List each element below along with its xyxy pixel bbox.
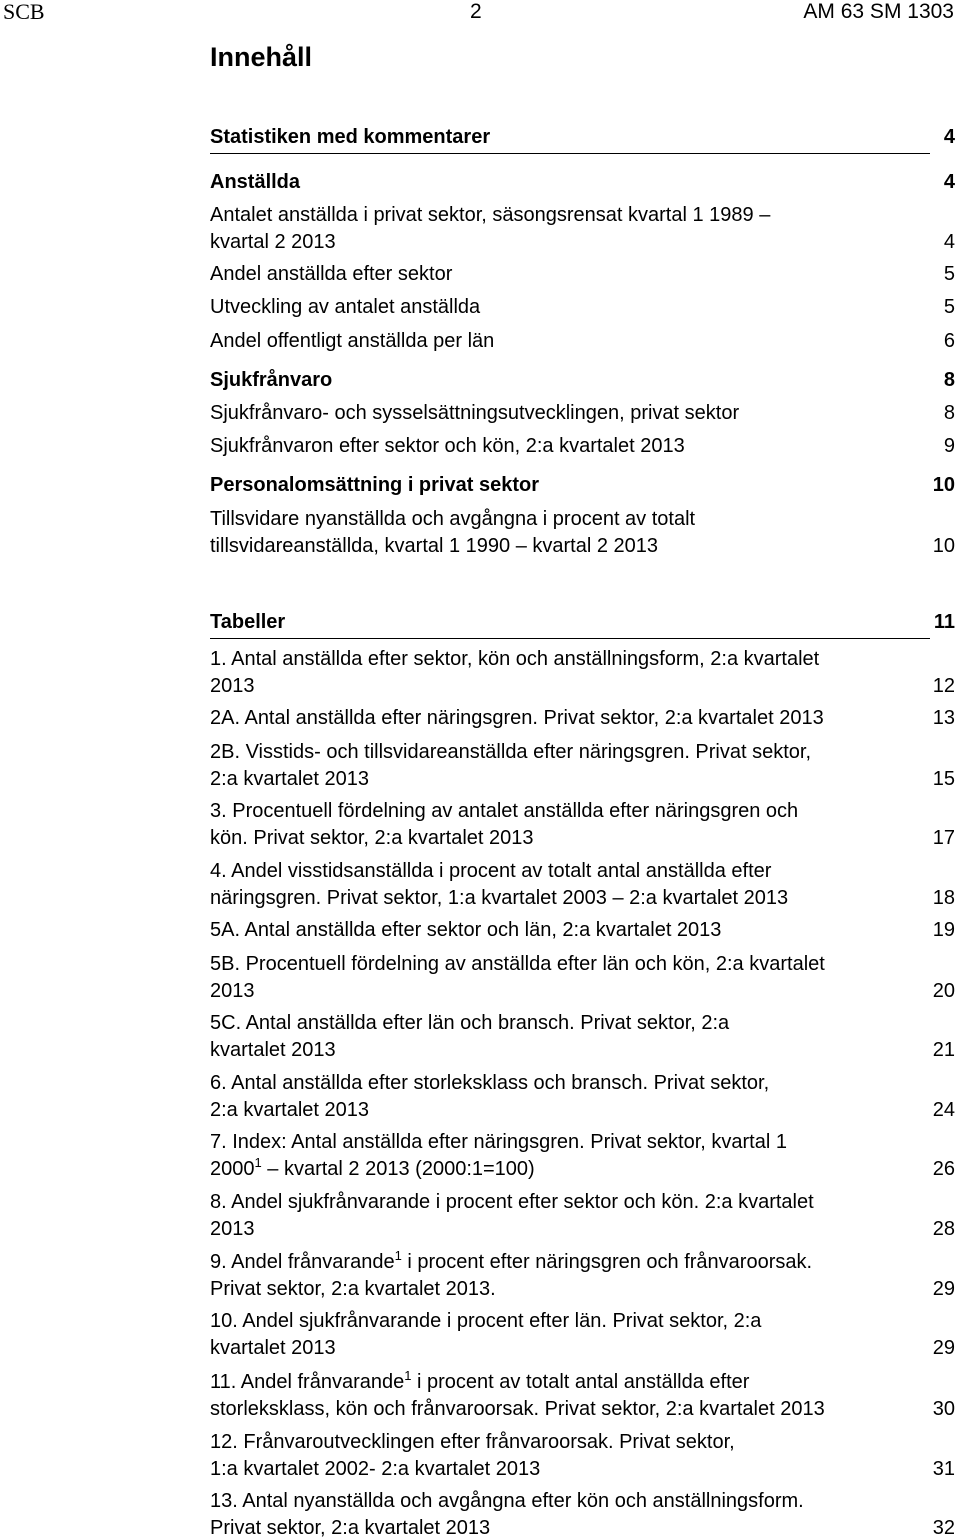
toc-entry-text: kvartalet 2013 (210, 1039, 336, 1061)
toc-page-number: 8 (943, 402, 955, 424)
toc-page-number: 29 (932, 1278, 955, 1300)
toc-page-number: 19 (932, 919, 955, 941)
toc-entry-text: 1:a kvartalet 2002- 2:a kvartalet 2013 (210, 1458, 541, 1480)
toc-entry-text: 2:a kvartalet 2013 (210, 768, 369, 790)
toc-entry-text: 7. Index: Antal anställda efter näringsgren. Privat sektor, kvartal 1 (210, 1131, 787, 1153)
header-org: SCB (3, 0, 45, 24)
toc-page-number: 18 (932, 887, 955, 909)
toc-entry-text: Utveckling av antalet anställda (210, 296, 481, 318)
section-rule (210, 638, 930, 639)
toc-page-number: 13 (932, 707, 955, 729)
toc-entry-text: 2B. Visstids- och tillsvidareanställda efter näringsgren. Privat sektor, (210, 741, 812, 763)
toc-entry-text: Privat sektor, 2:a kvartalet 2013. (210, 1278, 496, 1300)
toc-page-number: 15 (932, 768, 955, 790)
toc-page-number: 32 (932, 1517, 955, 1539)
toc-entry-text: Sjukfrånvaron efter sektor och kön, 2:a kvartalet 2013 (210, 435, 685, 457)
toc-page-number: 10 (932, 535, 955, 557)
toc-entry-text: 2013 (210, 980, 255, 1002)
toc-entry-text: 2A. Antal anställda efter näringsgren. Privat sektor, 2:a kvartalet 2013 (210, 707, 824, 729)
toc-entry-text: 12. Frånvaroutvecklingen efter frånvaroorsak. Privat sektor, (210, 1431, 735, 1453)
toc-entry-text: 9. Andel frånvarande$^1$ i procent efter näringsgren och frånvaroorsak. (210, 1248, 813, 1273)
toc-entry-text: 10. Andel sjukfrånvarande i procent efter län. Privat sektor, 2:a (210, 1310, 762, 1332)
toc-page-number: 4 (943, 231, 955, 253)
toc-entry-text: 5A. Antal anställda efter sektor och län, 2:a kvartalet 2013 (210, 919, 722, 941)
toc-page-number: 9 (943, 435, 955, 457)
toc-page-number: 5 (943, 263, 955, 285)
toc-page-number: 31 (932, 1458, 955, 1480)
toc-entry-text: 3. Procentuell fördelning av antalet anställda efter näringsgren och (210, 800, 799, 822)
toc-entry-text: 8. Andel sjukfrånvarande i procent efter sektor och kön. 2:a kvartalet (210, 1191, 814, 1213)
toc-page-number: 21 (932, 1039, 955, 1061)
section-rule (210, 153, 930, 154)
toc-entry-text: Personalomsättning i privat sektor (210, 474, 539, 496)
toc-entry-text: Antalet anställda i privat sektor, säsongsrensat kvartal 1 1989 – (210, 204, 771, 226)
toc-entry-text: storleksklass, kön och frånvaroorsak. Privat sektor, 2:a kvartalet 2013 (210, 1398, 825, 1420)
toc-entry-text: kön. Privat sektor, 2:a kvartalet 2013 (210, 827, 534, 849)
toc-entry-text: 5B. Procentuell fördelning av anställda efter län och kön, 2:a kvartalet (210, 953, 825, 975)
header-page-number: 2 (470, 0, 482, 23)
toc-entry-text: 13. Antal nyanställda och avgångna efter kön och anställningsform. (210, 1490, 804, 1512)
toc-page-number: 10 (932, 474, 955, 496)
toc-entry-text: Privat sektor, 2:a kvartalet 2013 (210, 1517, 491, 1539)
toc-entry-text: 2000$^1$ – kvartal 2 2013 (2000:1=100) (210, 1155, 535, 1180)
toc-entry-text: 2013 (210, 1218, 255, 1240)
toc-entry-text: tillsvidareanställda, kvartal 1 1990 – kvartal 2 2013 (210, 535, 659, 557)
toc-entry-text: 2013 (210, 675, 255, 697)
toc-page-number: 5 (943, 296, 955, 318)
toc-entry-text: Tabeller (210, 611, 286, 633)
toc-page-number: 4 (943, 171, 955, 193)
toc-entry-text: Andel offentligt anställda per län (210, 330, 495, 352)
toc-entry-text: kvartalet 2013 (210, 1337, 336, 1359)
toc-page-number: 4 (943, 126, 955, 148)
toc-page-number: 30 (932, 1398, 955, 1420)
toc-page-number: 28 (932, 1218, 955, 1240)
toc-entry-text: 11. Andel frånvarande$^1$ i procent av totalt antal anställda efter (210, 1368, 750, 1393)
toc-page-number: 17 (932, 827, 955, 849)
toc-entry-text: Anställda (210, 171, 301, 193)
toc-entry-text: Tillsvidare nyanställda och avgångna i procent av totalt (210, 508, 696, 530)
toc-page-number: 11 (933, 611, 955, 633)
toc-page-number: 29 (932, 1337, 955, 1359)
toc-page-number: 12 (932, 675, 955, 697)
toc-entry-text: Statistiken med kommentarer (210, 126, 491, 148)
toc-entry-text: Sjukfrånvaro (210, 369, 333, 391)
toc-page-number: 6 (943, 330, 955, 352)
toc-entry-text: 2:a kvartalet 2013 (210, 1099, 369, 1121)
toc-entry-text: 1. Antal anställda efter sektor, kön och anställningsform, 2:a kvartalet (210, 648, 820, 670)
toc-entry-text: näringsgren. Privat sektor, 1:a kvartalet 2003 – 2:a kvartalet 2013 (210, 887, 789, 909)
toc-page-number: 26 (932, 1158, 955, 1180)
toc-entry-text: kvartal 2 2013 (210, 231, 336, 253)
toc-page-number: 20 (932, 980, 955, 1002)
toc-page-number: 24 (932, 1099, 955, 1121)
toc-entry-text: 6. Antal anställda efter storleksklass och bransch. Privat sektor, (210, 1072, 770, 1094)
toc-page-number: 8 (943, 369, 955, 391)
toc-entry-text: Sjukfrånvaro- och sysselsättningsutvecklingen, privat sektor (210, 402, 740, 424)
toc-entry-text: 4. Andel visstidsanställda i procent av totalt antal anställda efter (210, 860, 772, 882)
header-doc-id: AM 63 SM 1303 (803, 0, 954, 23)
toc-entry-text: Andel anställda efter sektor (210, 263, 453, 285)
toc-entry-text: 5C. Antal anställda efter län och bransch. Privat sektor, 2:a (210, 1012, 730, 1034)
page-title: Innehåll (210, 42, 313, 72)
